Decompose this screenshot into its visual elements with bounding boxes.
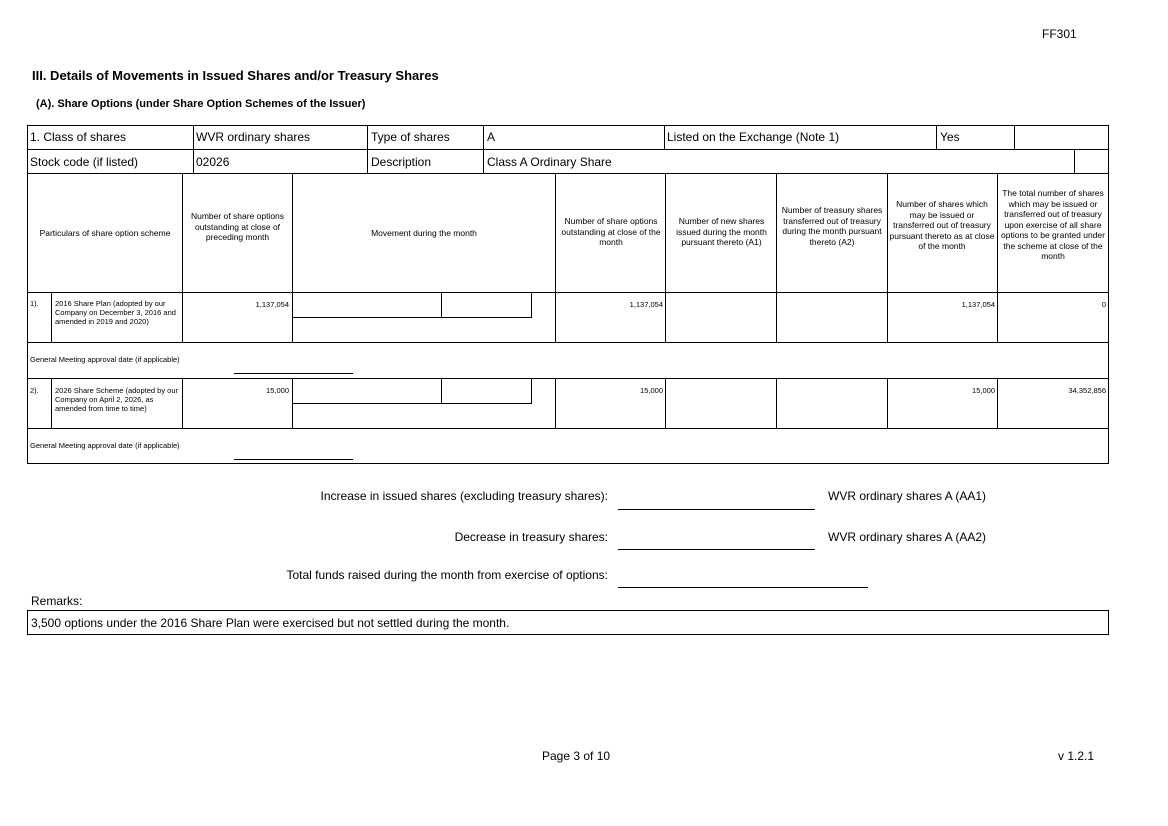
divider	[776, 292, 777, 343]
divider	[665, 292, 666, 343]
divider	[997, 173, 998, 293]
decrease-field[interactable]	[618, 549, 815, 550]
header-total-number: The total number of shares which may be issued or transferred out of treasury upon exercise of all share options to be granted under the scheme at close of the month	[1001, 188, 1105, 261]
remarks-label: Remarks:	[31, 594, 83, 608]
divider	[193, 125, 194, 150]
description-value: Class A Ordinary Share	[487, 155, 612, 169]
row-divider	[27, 428, 1109, 429]
outstanding-close: 15,000	[640, 386, 663, 395]
approval-date-field[interactable]	[234, 459, 353, 460]
approval-label: General Meeting approval date (if applicable)	[30, 355, 180, 364]
header-outstanding-close: Number of share options outstanding at close of the month	[561, 216, 661, 247]
type-value: A	[487, 130, 496, 144]
divider	[776, 173, 777, 293]
divider	[367, 125, 368, 150]
divider	[51, 378, 52, 429]
may-be-issued: 1,137,054	[961, 300, 995, 309]
increase-unit: WVR ordinary shares A (AA1)	[828, 489, 987, 503]
increase-field[interactable]	[618, 509, 815, 510]
divider	[665, 173, 666, 293]
divider	[367, 149, 368, 174]
funds-field[interactable]	[618, 587, 868, 588]
listed-label: Listed on the Exchange (Note 1)	[667, 130, 840, 144]
divider	[182, 173, 183, 293]
stock-code-value: 02026	[196, 155, 230, 169]
form-code: FF301	[1042, 27, 1077, 41]
row-divider	[27, 292, 1109, 293]
movement-field-b[interactable]	[441, 378, 532, 404]
divider	[776, 378, 777, 429]
divider	[1014, 125, 1015, 150]
divider	[182, 292, 183, 343]
header-movement: Movement during the month	[371, 228, 477, 238]
divider	[555, 292, 556, 343]
divider	[182, 378, 183, 429]
header-may-be-issued: Number of shares which may be issued or transferred out of treasury pursuant thereto as at close of the month	[889, 199, 995, 251]
outstanding-close: 1,137,054	[629, 300, 663, 309]
header-particulars: Particulars of share option scheme	[39, 228, 171, 238]
divider	[555, 173, 556, 293]
scheme-index: 2).	[30, 386, 39, 395]
divider	[887, 378, 888, 429]
divider	[51, 292, 52, 343]
scheme-index: 1).	[30, 299, 39, 308]
scheme-name: 2026 Share Scheme (adopted by our Company on April 2, 2026, as amended from time to time)	[55, 386, 178, 413]
type-label: Type of shares	[371, 130, 450, 144]
page-number: Page 3 of 10	[542, 749, 611, 763]
row-divider	[27, 342, 1109, 343]
approval-label: General Meeting approval date (if applicable)	[30, 441, 180, 450]
section-title: III. Details of Movements in Issued Shares and/or Treasury Shares	[32, 68, 439, 83]
divider	[887, 292, 888, 343]
class-label: 1. Class of shares	[30, 130, 127, 144]
outstanding-prev: 1,137,054	[255, 300, 289, 309]
row-divider	[27, 378, 1109, 379]
header-outstanding-prev: Number of share options outstanding at close of preceding month	[190, 211, 285, 242]
remarks-text: 3,500 options under the 2016 Share Plan were exercised but not settled during the month.	[31, 616, 510, 630]
scheme-name: 2016 Share Plan (adopted by our Company on December 3, 2016 and amended in 2019 and 2020)	[55, 299, 176, 326]
listed-value: Yes	[940, 130, 960, 144]
divider	[483, 149, 484, 174]
movement-field-a[interactable]	[292, 292, 442, 318]
divider	[936, 125, 937, 150]
movement-field-b[interactable]	[441, 292, 532, 318]
increase-label: Increase in issued shares (excluding treasury shares):	[320, 489, 608, 503]
subsection-title: (A). Share Options (under Share Option Schemes of the Issuer)	[36, 98, 366, 110]
divider	[997, 378, 998, 429]
divider	[1074, 149, 1075, 174]
divider	[483, 125, 484, 150]
class-value: WVR ordinary shares	[196, 130, 311, 144]
funds-label: Total funds raised during the month from exercise of options:	[286, 568, 608, 582]
divider	[665, 378, 666, 429]
divider	[997, 292, 998, 343]
header-treasury-out: Number of treasury shares transferred out of treasury during the month pursuant thereto (A2)	[781, 205, 883, 247]
may-be-issued: 15,000	[972, 386, 995, 395]
divider	[292, 173, 293, 293]
divider	[664, 125, 665, 150]
outstanding-prev: 15,000	[266, 386, 289, 395]
description-label: Description	[371, 155, 432, 169]
movement-field-a[interactable]	[292, 378, 442, 404]
header-new-shares: Number of new shares issued during the month pursuant thereto (A1)	[676, 216, 767, 247]
stock-code-label: Stock code (if listed)	[30, 155, 139, 169]
total-number: 34,352,856	[1068, 386, 1106, 395]
version: v 1.2.1	[1058, 749, 1095, 763]
remarks-box[interactable]	[27, 610, 1109, 635]
approval-date-field[interactable]	[234, 373, 353, 374]
decrease-label: Decrease in treasury shares:	[454, 530, 608, 544]
divider	[555, 378, 556, 429]
divider	[193, 149, 194, 174]
total-number: 0	[1101, 300, 1106, 309]
decrease-unit: WVR ordinary shares A (AA2)	[828, 530, 987, 544]
